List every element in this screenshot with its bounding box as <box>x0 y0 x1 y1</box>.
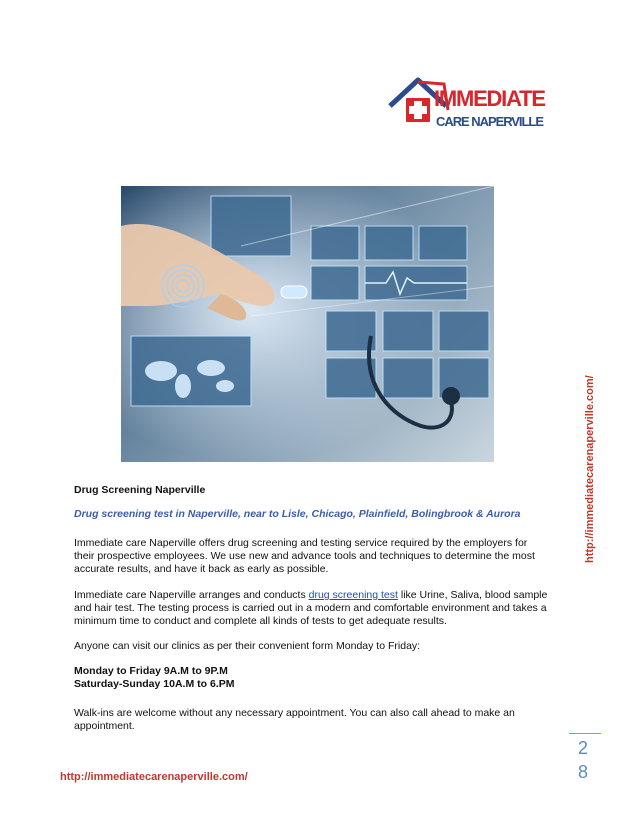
document-subheading: Drug screening test in Naperville, near to Lisle, Chicago, Plainfield, Bolingbrook & Aurora <box>74 508 521 520</box>
paragraph-services: Immediate care Naperville offers drug screening and testing service required by the employers for their prospective employees. We use new and advance tools and techniques to determine the most accurate results, and have it back as early as possible. <box>74 537 535 575</box>
side-website-url[interactable]: http://immediatecarenaperville.com/ <box>584 375 596 563</box>
hours-weekdays: Monday to Friday 9A.M to 9P.M <box>74 665 228 677</box>
hours-weekend: Saturday-Sunday 10A.M to 6.PM <box>74 678 235 690</box>
page-number-digit-2: 8 <box>578 762 589 782</box>
paragraph-tests <box>74 589 550 628</box>
paragraph-visit: Anyone can visit our clinics as per their convenient form Monday to Friday: <box>74 640 421 652</box>
document-heading: Drug Screening Naperville <box>74 484 206 496</box>
page-number-rule <box>569 733 601 734</box>
footer-website-url[interactable]: http://immediatecarenaperville.com/ <box>60 771 248 783</box>
drug-screening-test-link[interactable]: drug screening test <box>308 589 398 601</box>
paragraph-tests-before: Immediate care Naperville arranges and conducts <box>74 589 309 601</box>
paragraph-tests-after: like Urine, Saliva, blood sample and hair test. The testing process is carried out in a modern and comfortable environment and takes a minimum time to conduct and complete all kinds of tests to get adequate results. <box>74 589 548 627</box>
opening-hours <box>74 665 234 691</box>
paragraph-walk-ins: Walk-ins are welcome without any necessary appointment. You can also call ahead to make an appointment. <box>74 707 515 732</box>
medical-technology-photo <box>121 186 494 462</box>
logo-wordmark-line1: IMMEDIATE <box>434 86 546 111</box>
logo-wordmark-line2: CARE NAPERVILLE <box>436 114 544 129</box>
page-number-digit-1: 2 <box>578 738 589 758</box>
immediate-care-logo <box>388 74 548 136</box>
